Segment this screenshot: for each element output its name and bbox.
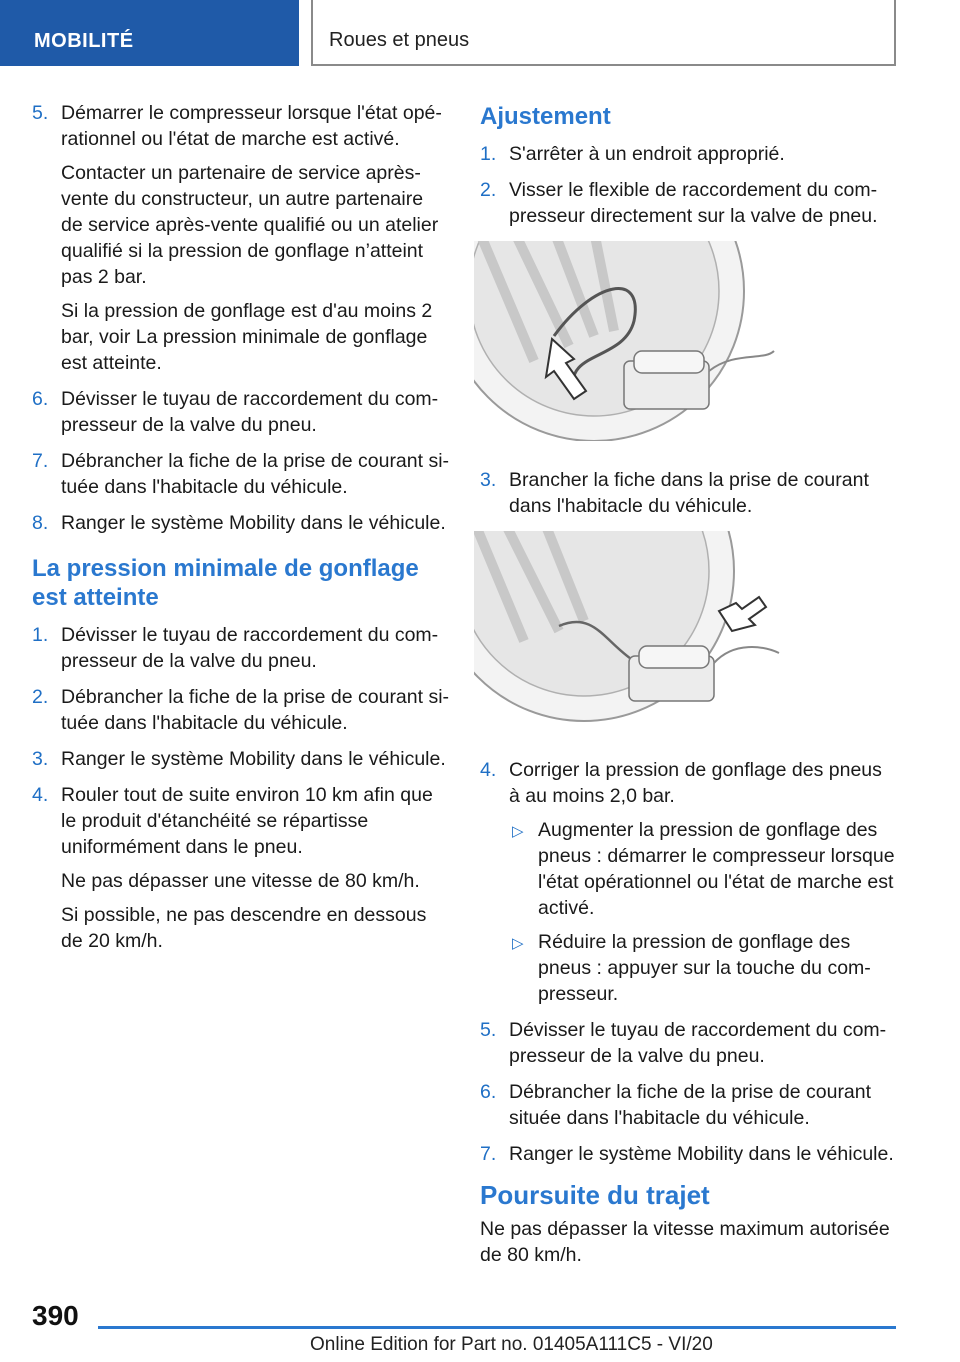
step-number: 8. xyxy=(32,512,49,534)
compressor-valve-illustration xyxy=(474,241,794,441)
step-text: Dévisser le tuyau de raccordement du compresseur de la valve du pneu. xyxy=(61,388,439,436)
step-number: 6. xyxy=(32,388,49,410)
step-number: 5. xyxy=(480,1019,497,1041)
step-text: Ranger le système Mobility dans le véhicule. xyxy=(61,748,446,770)
step-number: 3. xyxy=(32,748,49,770)
bullet-text: Augmenter la pression de gonflage des pneus : démarrer le compresseur lorsque l'état opérationnel ou l'état de marche est activé. xyxy=(538,819,895,919)
sub-bullet xyxy=(509,929,896,1007)
section-heading: La pression minimale de gonflage est atteinte xyxy=(32,555,419,611)
section-heading: Ajustement xyxy=(480,103,611,130)
step-text: Corriger la pression de gonflage des pneus à au moins 2,0 bar. xyxy=(509,759,882,807)
step-text: Ranger le système Mobility dans le véhicule. xyxy=(509,1143,894,1165)
step-number: 4. xyxy=(480,759,497,781)
section-tab xyxy=(0,0,299,66)
list-item xyxy=(480,1079,896,1131)
illustration-valve-connection xyxy=(474,241,794,441)
list-item xyxy=(32,448,450,500)
step-number: 1. xyxy=(480,143,497,165)
step-number: 6. xyxy=(480,1081,497,1103)
step-text: Rouler tout de suite environ 10 km afin que le produit d'étanchéité se répartisse uniformément dans le pneu. xyxy=(61,784,433,858)
right-column xyxy=(480,100,896,1268)
chapter-title: Roues et pneus xyxy=(329,29,470,51)
step-text: Démarrer le compresseur lorsque l'état opérationnel ou l'état de marche est activé. xyxy=(61,102,442,150)
step-number: 1. xyxy=(32,624,49,646)
list-item xyxy=(32,386,450,438)
step-text: Ne pas dépasser une vitesse de 80 km/h. xyxy=(61,870,420,892)
step-text: Si possible, ne pas descendre en dessous de 20 km/h. xyxy=(61,904,427,952)
step-text: Si la pression de gonflage est d'au moins 2 bar, voir La pression minimale de gonflage est atteinte. xyxy=(61,300,433,374)
bullet-text: Réduire la pression de gonflage des pneus : appuyer sur la touche du compresseur. xyxy=(538,931,871,1005)
step-text: Débrancher la fiche de la prise de courant située dans l'habitacle du véhicule. xyxy=(61,450,450,498)
step-number: 7. xyxy=(480,1143,497,1165)
list-item xyxy=(480,1017,896,1069)
step-text: Ranger le système Mobility dans le véhicule. xyxy=(61,512,446,534)
page-number: 390 xyxy=(32,1300,79,1331)
step-number: 3. xyxy=(480,469,497,491)
step-text: Visser le flexible de raccordement du compresseur directement sur la valve de pneu. xyxy=(509,179,878,227)
edition-link[interactable]: Online Edition for Part no. 01405A111C5 - VI/20 xyxy=(310,1334,713,1355)
step-text: Débrancher la fiche de la prise de courant située dans l'habitacle du véhicule. xyxy=(61,686,450,734)
list-item xyxy=(480,1141,896,1167)
list-item xyxy=(480,757,896,1007)
list-item xyxy=(480,467,896,519)
section-title: MOBILITÉ xyxy=(34,30,134,52)
step-number: 2. xyxy=(480,179,497,201)
list-item xyxy=(32,746,450,772)
footer-divider xyxy=(98,1326,896,1329)
list-item xyxy=(32,100,450,376)
compressor-plug-illustration xyxy=(474,531,794,731)
sub-bullet xyxy=(509,817,896,921)
step-number: 2. xyxy=(32,686,49,708)
step-text: Brancher la fiche dans la prise de courant dans l'habitacle du véhicule. xyxy=(509,469,869,517)
list-item xyxy=(32,782,450,954)
list-item xyxy=(32,622,450,674)
step-text: Dévisser le tuyau de raccordement du compresseur de la valve du pneu. xyxy=(61,624,439,672)
list-item xyxy=(32,510,450,536)
triangle-bullet-icon: ▷ xyxy=(512,935,524,952)
list-item xyxy=(32,684,450,736)
paragraph: Ne pas dépasser la vitesse maximum autorisée de 80 km/h. xyxy=(480,1218,890,1266)
list-item xyxy=(480,141,896,167)
step-text: Contacter un partenaire de service après-vente du constructeur, un autre partenaire de service après-vente qualifié ou un atelier qualifié si la pression de gonflage n’atteint pas 2 bar. xyxy=(61,162,439,288)
step-number: 5. xyxy=(32,102,49,124)
step-number: 4. xyxy=(32,784,49,806)
step-number: 7. xyxy=(32,450,49,472)
step-text: Débrancher la fiche de la prise de courant située dans l'habitacle du véhicule. xyxy=(509,1081,872,1129)
triangle-bullet-icon: ▷ xyxy=(512,823,524,840)
section-heading: Poursuite du trajet xyxy=(480,1180,710,1210)
illustration-plug-socket xyxy=(474,531,794,731)
step-text: Dévisser le tuyau de raccordement du compresseur de la valve du pneu. xyxy=(509,1019,887,1067)
left-column xyxy=(32,100,450,964)
step-text: S'arrêter à un endroit approprié. xyxy=(509,143,785,165)
list-item xyxy=(480,177,896,229)
chapter-tab xyxy=(311,0,896,66)
